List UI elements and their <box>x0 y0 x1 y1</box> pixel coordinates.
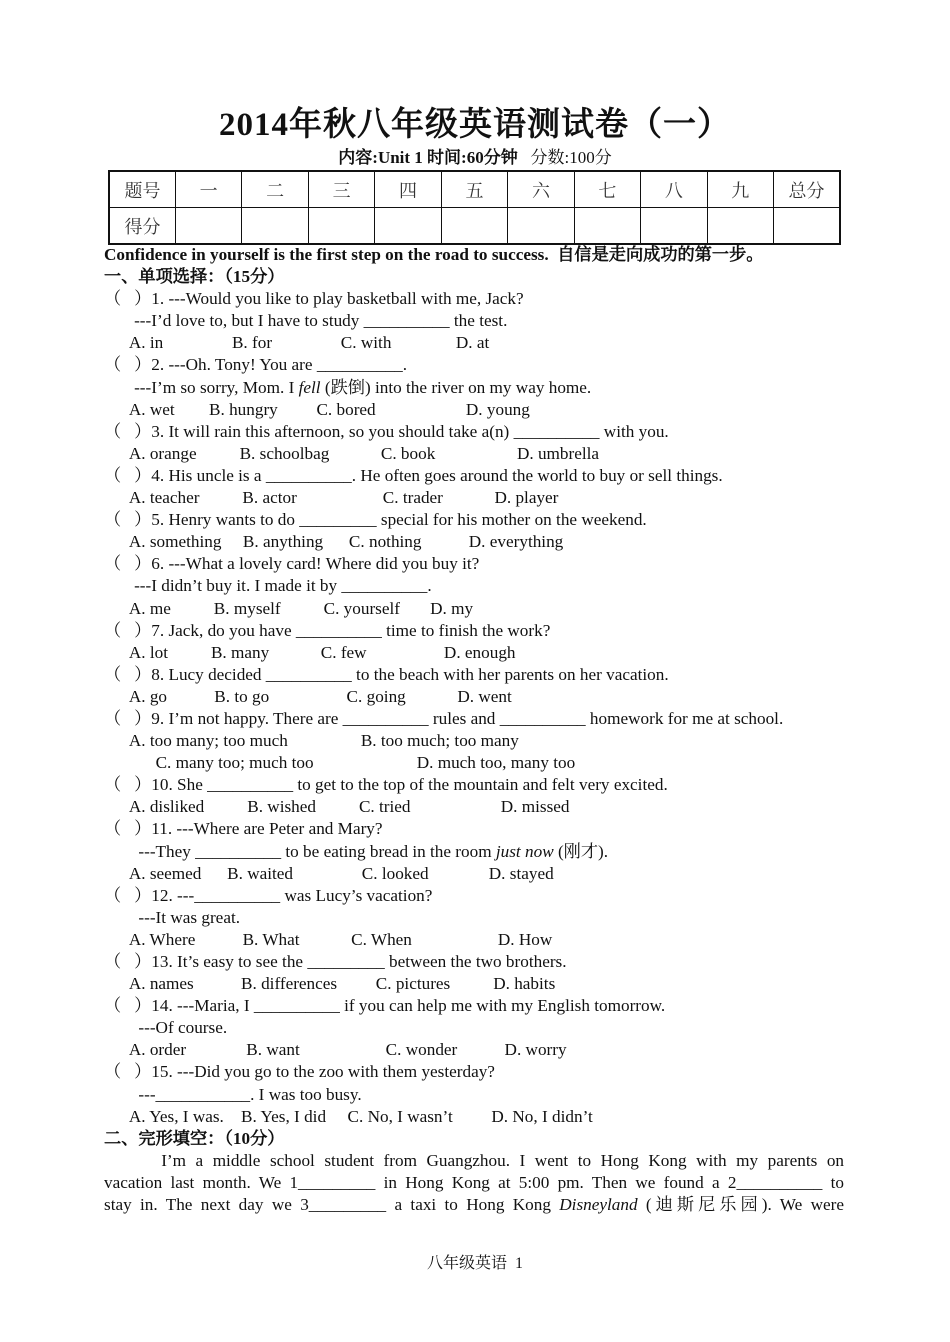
question-line: ---I didn’t buy it. I made it by __________. <box>104 576 432 596</box>
score-cell[interactable] <box>175 208 241 245</box>
exam-content-time: 内容:Unit 1 时间:60分钟 <box>338 148 518 167</box>
option-line: A. lot B. many C. few D. enough <box>104 642 516 662</box>
question-line: （ ）3. It will rain this afternoon, so you should take a(n) __________ with you. <box>104 421 669 441</box>
score-header-cell: 八 <box>641 171 707 208</box>
score-table <box>108 170 841 245</box>
score-cell[interactable] <box>375 208 441 245</box>
score-table-header-row <box>109 171 840 208</box>
question-line <box>104 841 844 863</box>
exam-info <box>0 146 950 170</box>
option-line: A. something B. anything C. nothing D. everything <box>104 532 564 552</box>
option-line: A. in B. for C. with D. at <box>104 333 490 353</box>
question-text: ---They __________ to be eating bread in the room <box>104 841 496 861</box>
question-line <box>104 377 844 399</box>
option-line: A. names B. differences C. pictures D. habits <box>104 974 556 994</box>
score-cell[interactable] <box>641 208 707 245</box>
question-line: （ ）1. ---Would you like to play basketball with me, Jack? <box>104 289 524 309</box>
score-header-cell: 二 <box>242 171 308 208</box>
question-line: （ ）9. I’m not happy. There are __________ rules and __________ homework for me at school. <box>104 708 784 728</box>
question-line: ---___________. I was too busy. <box>104 1084 362 1104</box>
question-line: （ ）7. Jack, do you have __________ time to finish the work? <box>104 620 551 640</box>
score-cell[interactable] <box>242 208 308 245</box>
question-line: （ ）11. ---Where are Peter and Mary? <box>104 819 383 839</box>
score-header-cell: 题号 <box>109 171 175 208</box>
section-1-heading: 一、单项选择：（15分） <box>104 267 285 287</box>
question-line: （ ）6. ---What a lovely card! Where did you buy it? <box>104 554 480 574</box>
option-line: A. disliked B. wished C. tried D. missed <box>104 797 570 817</box>
score-header-cell: 四 <box>375 171 441 208</box>
option-line: C. many too; much too D. much too, many too <box>104 753 576 773</box>
question-line: （ ）2. ---Oh. Tony! You are __________. <box>104 355 408 375</box>
score-row-label: 得分 <box>109 208 175 245</box>
question-line: ---It was great. <box>104 907 241 927</box>
score-header-cell: 总分 <box>774 171 840 208</box>
score-cell[interactable] <box>574 208 640 245</box>
question-text: (刚才). <box>553 841 609 861</box>
score-header-cell: 五 <box>441 171 507 208</box>
option-line: A. order B. want C. wonder D. worry <box>104 1040 567 1060</box>
cloze-text: (迪斯尼乐园). We were <box>637 1195 844 1215</box>
cloze-paragraph-line <box>104 1172 844 1194</box>
option-line: A. orange B. schoolbag C. book D. umbrella <box>104 443 600 463</box>
question-line: （ ）12. ---__________ was Lucy’s vacation? <box>104 885 433 905</box>
italic-word: fell <box>298 377 321 397</box>
cloze-text: I’m a middle school student from Guangzhou. I went to Hong Kong with my parents on <box>104 1150 845 1170</box>
option-line: A. me B. myself C. yourself D. my <box>104 598 474 618</box>
cloze-paragraph-line <box>104 1150 844 1172</box>
section-2-heading: 二、完形填空：（10分） <box>104 1128 285 1148</box>
motto: Confidence in yourself is the first step on the road to success. 自信是走向成功的第一步。 <box>104 245 764 264</box>
cloze-paragraph-line <box>104 1194 844 1216</box>
question-text: (跌倒) into the river on my way home. <box>320 377 592 397</box>
option-line: A. seemed B. waited C. looked D. stayed <box>104 863 554 883</box>
question-line: （ ）13. It’s easy to see the _________ between the two brothers. <box>104 952 567 971</box>
cloze-text: stay in. The next day we 3_________ a taxi to Hong Kong <box>104 1195 560 1215</box>
question-line: （ ）15. ---Did you go to the zoo with them yesterday? <box>104 1062 495 1082</box>
page-footer: 八年级英语 1 <box>426 1255 523 1272</box>
score-cell[interactable] <box>774 208 840 245</box>
page-title: 2014年秋八年级英语测试卷（一） <box>219 107 731 143</box>
question-line: （ ）4. His uncle is a __________. He often goes around the world to buy or sell things. <box>104 465 723 485</box>
score-header-cell: 三 <box>308 171 374 208</box>
cloze-text: vacation last month. We 1_________ in Hong Kong at 5:00 pm. Then we found a 2__________ to <box>104 1172 844 1192</box>
score-header-cell: 六 <box>508 171 574 208</box>
score-header-cell: 七 <box>574 171 640 208</box>
question-line: ---Of course. <box>104 1018 228 1038</box>
option-line: A. wet B. hungry C. bored D. young <box>104 399 530 419</box>
score-cell[interactable] <box>508 208 574 245</box>
question-line: （ ）5. Henry wants to do _________ special for his mother on the weekend. <box>104 510 647 530</box>
question-text: ---I’m so sorry, Mom. I <box>104 377 299 397</box>
score-header-cell: 一 <box>175 171 241 208</box>
option-line: A. too many; too much B. too much; too many <box>104 731 519 751</box>
exam-total-score: 分数:100分 <box>517 148 612 167</box>
question-line: （ ）10. She __________ to get to the top of the mountain and felt very excited. <box>104 775 668 795</box>
exam-body <box>104 244 844 1216</box>
score-cell[interactable] <box>441 208 507 245</box>
score-header-cell: 九 <box>707 171 773 208</box>
option-line: A. teacher B. actor C. trader D. player <box>104 488 559 508</box>
question-line: （ ）14. ---Maria, I __________ if you can help me with my English tomorrow. <box>104 996 666 1016</box>
option-line: A. Where B. What C. When D. How <box>104 929 553 949</box>
score-cell[interactable] <box>308 208 374 245</box>
question-line: ---I’d love to, but I have to study __________ the test. <box>104 311 508 331</box>
italic-word: Disneyland <box>559 1195 638 1215</box>
option-line: A. go B. to go C. going D. went <box>104 686 512 706</box>
score-cell[interactable] <box>707 208 773 245</box>
italic-word: just now <box>495 841 554 861</box>
question-line: （ ）8. Lucy decided __________ to the beach with her parents on her vacation. <box>104 664 669 684</box>
score-table-score-row <box>109 208 840 245</box>
option-line: A. Yes, I was. B. Yes, I did C. No, I wasn’t D. No, I didn’t <box>104 1106 593 1126</box>
